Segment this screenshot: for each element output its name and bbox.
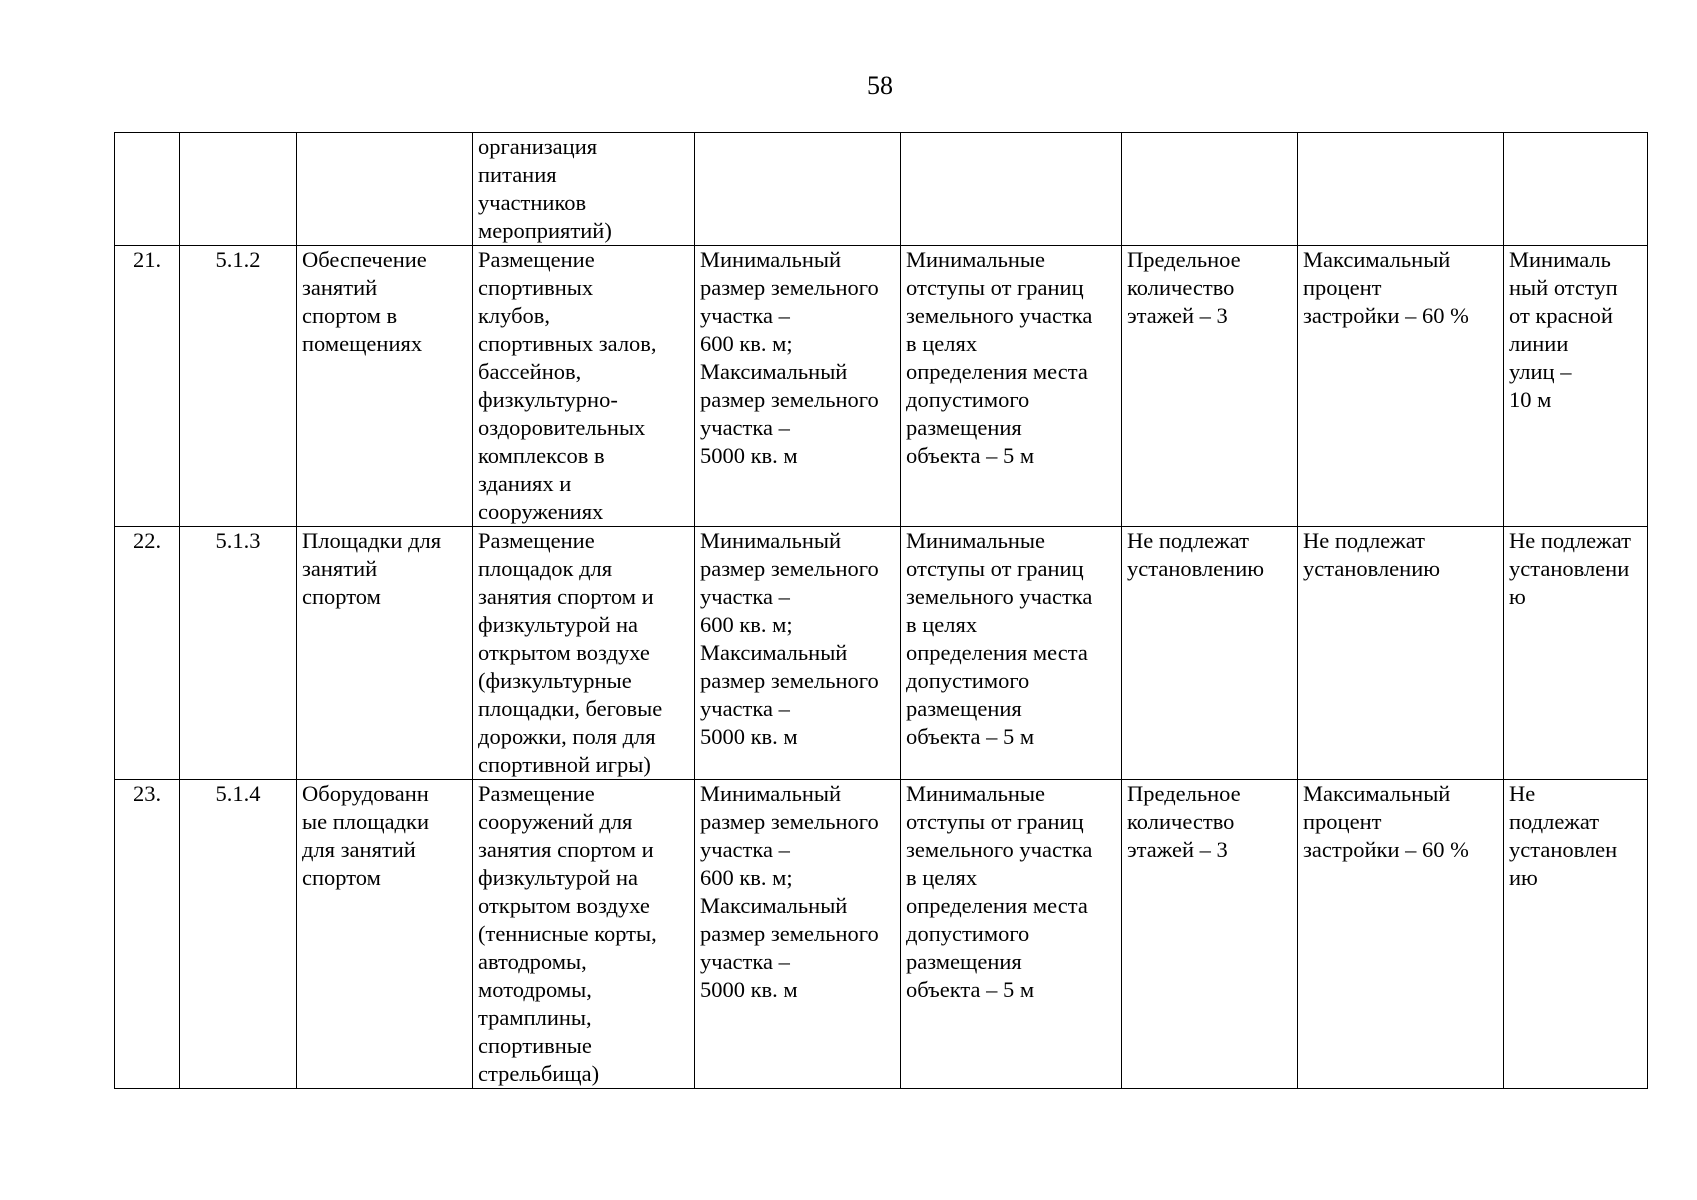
plot-size: Минимальный размер земельного участка – 600 кв. м; Максимальный размер земельного участка – 5000 кв. м	[700, 528, 879, 749]
use-code-cell	[180, 133, 297, 246]
coverage-limit: Не подлежат установлению	[1303, 528, 1441, 581]
coverage-limit: Максимальный процент застройки – 60 %	[1303, 781, 1469, 862]
setbacks-cell	[901, 780, 1122, 1089]
use-name-cell	[297, 246, 473, 527]
row-number-cell	[115, 246, 180, 527]
red-line-cell	[1504, 780, 1648, 1089]
table-row	[115, 780, 1648, 1089]
setbacks-cell	[901, 133, 1122, 246]
red-line-cell	[1504, 246, 1648, 527]
use-name-cell	[297, 780, 473, 1089]
use-code-cell	[180, 527, 297, 780]
use-description-cell	[473, 133, 695, 246]
use-name-cell	[297, 133, 473, 246]
row-number: 23.	[132, 781, 162, 806]
use-description-cell	[473, 527, 695, 780]
use-name: Площадки для занятий спортом	[302, 528, 442, 609]
page-number: 58	[867, 71, 893, 100]
floors-limit: Не подлежат установлению	[1127, 528, 1265, 581]
row-number-cell	[115, 527, 180, 780]
coverage-cell	[1298, 527, 1504, 780]
red-line-setback: Не подлежат установлен ию	[1509, 781, 1618, 890]
use-code: 5.1.3	[215, 528, 261, 553]
use-description: Размещение площадок для занятия спортом и физкультурой на открытом воздухе (физкультурные площадки, беговые дорожки, поля для спортивной игры)	[478, 528, 663, 777]
floors-cell	[1122, 133, 1298, 246]
setbacks: Минимальные отступы от границ земельного участка в целях определения места допустимого размещения объекта – 5 м	[906, 247, 1093, 468]
use-description: Размещение спортивных клубов, спортивных залов, бассейнов, физкультурно- оздоровительных комплексов в зданиях и сооружениях	[478, 247, 657, 524]
red-line-cell	[1504, 133, 1648, 246]
row-number: 21.	[132, 247, 162, 272]
coverage-cell	[1298, 133, 1504, 246]
use-code-cell	[180, 780, 297, 1089]
coverage-limit: Максимальный процент застройки – 60 %	[1303, 247, 1469, 328]
use-description: Размещение сооружений для занятия спортом и физкультурой на открытом воздухе (теннисные корты, автодромы, мотодромы, трамплины, спортивные стрельбища)	[478, 781, 657, 1086]
plot-size-cell	[695, 527, 901, 780]
use-code: 5.1.2	[215, 247, 261, 272]
use-code-cell	[180, 246, 297, 527]
setbacks-cell	[901, 246, 1122, 527]
use-description-cell	[473, 246, 695, 527]
floors-cell	[1122, 246, 1298, 527]
row-number-cell	[115, 133, 180, 246]
red-line-setback: Минималь ный отступ от красной линии улиц – 10 м	[1509, 247, 1618, 412]
plot-size-cell	[695, 133, 901, 246]
use-code: 5.1.4	[215, 781, 261, 806]
floors-cell	[1122, 780, 1298, 1089]
use-name: Оборудованн ые площадки для занятий спортом	[302, 781, 429, 890]
floors-limit: Предельное количество этажей – 3	[1127, 781, 1241, 862]
plot-size: Минимальный размер земельного участка – 600 кв. м; Максимальный размер земельного участка – 5000 кв. м	[700, 781, 879, 1002]
plot-size: Минимальный размер земельного участка – 600 кв. м; Максимальный размер земельного участка – 5000 кв. м	[700, 247, 879, 468]
red-line-cell	[1504, 527, 1648, 780]
table-row	[115, 527, 1648, 780]
floors-limit: Предельное количество этажей – 3	[1127, 247, 1241, 328]
setbacks: Минимальные отступы от границ земельного участка в целях определения места допустимого размещения объекта – 5 м	[906, 528, 1093, 749]
table-row	[115, 246, 1648, 527]
setbacks: Минимальные отступы от границ земельного участка в целях определения места допустимого размещения объекта – 5 м	[906, 781, 1093, 1002]
table-row-continuation	[115, 133, 1648, 246]
use-description-cell	[473, 780, 695, 1089]
row-number-cell	[115, 780, 180, 1089]
use-name: Обеспечение занятий спортом в помещениях	[302, 247, 427, 356]
use-name-cell	[297, 527, 473, 780]
floors-cell	[1122, 527, 1298, 780]
use-description: организация питания участников мероприятий)	[478, 134, 612, 243]
row-number: 22.	[132, 528, 162, 553]
setbacks-cell	[901, 527, 1122, 780]
red-line-setback: Не подлежат установлени ю	[1509, 528, 1631, 609]
land-use-regulations-table	[114, 132, 1648, 1089]
coverage-cell	[1298, 780, 1504, 1089]
plot-size-cell	[695, 780, 901, 1089]
coverage-cell	[1298, 246, 1504, 527]
plot-size-cell	[695, 246, 901, 527]
